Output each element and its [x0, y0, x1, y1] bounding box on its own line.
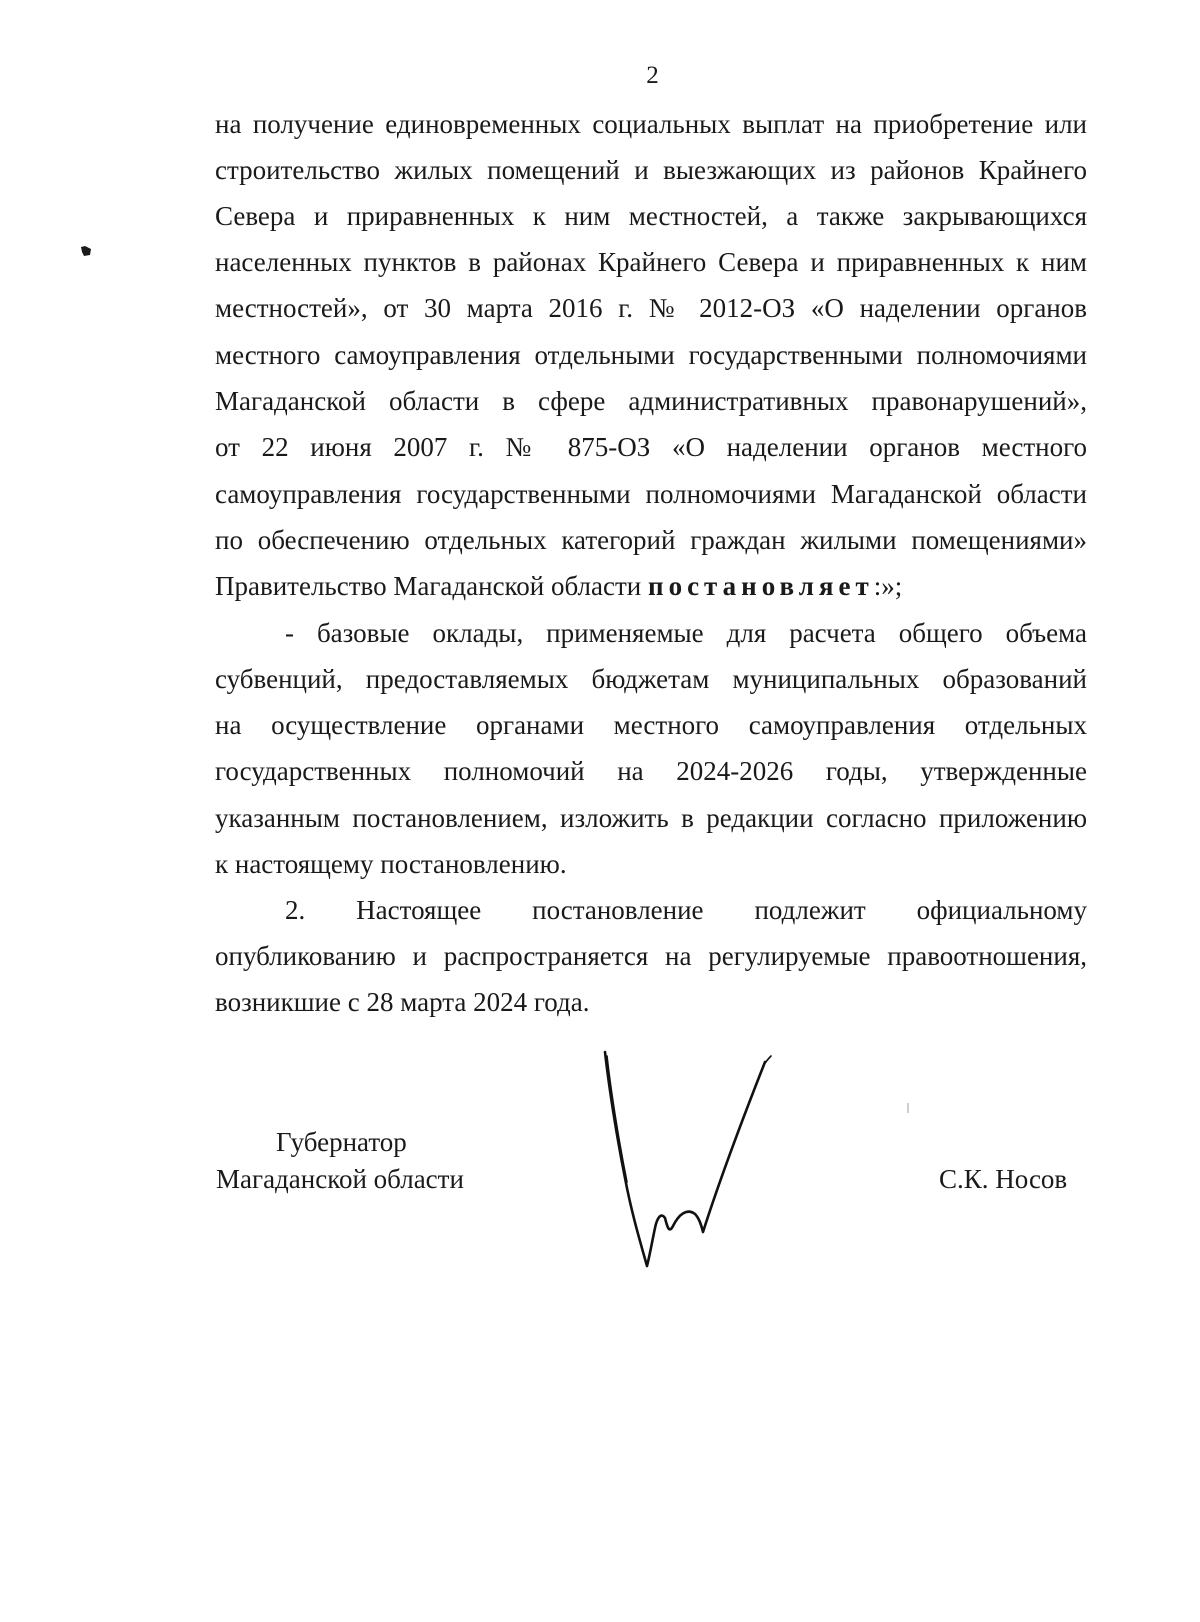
paragraph-1-line: Магаданской области в сфере административных правонарушений»,: [215, 386, 1087, 416]
resolves-line: [215, 570, 1087, 602]
resolves-suffix: :»;: [873, 571, 903, 601]
page-number: 2: [646, 62, 659, 89]
paragraph-1-line: населенных пунктов в районах Крайнего Севера и приравненных к ним: [215, 247, 1087, 277]
paragraph-2-line: на осуществление органами местного самоуправления отдельных: [215, 710, 1087, 740]
stray-ink-mark: [79, 244, 93, 258]
resolves-prefix: Правительство Магаданской области: [215, 571, 649, 601]
handwritten-signature: [595, 1048, 805, 1278]
paragraph-2-line: указанным постановлением, изложить в редакции согласно приложению: [215, 803, 1087, 833]
paragraph-3-line: возникшие с 28 марта 2024 года.: [215, 987, 590, 1017]
signatory-position-line-2: Магаданской области: [216, 1164, 464, 1194]
paragraph-2-line: субвенций, предоставляемых бюджетам муниципальных образований: [215, 664, 1087, 694]
paragraph-2-line: - базовые оклады, применяемые для расчета общего объема: [285, 618, 1087, 648]
paragraph-1-line: местностей», от 30 марта 2016 г. № 2012-ОЗ «О наделении органов: [215, 293, 1087, 323]
signatory-name: С.К. Носов: [939, 1164, 1068, 1194]
paragraph-1-line: по обеспечению отдельных категорий граждан жилыми помещениями»: [215, 525, 1087, 555]
signatory-position-line-1: Губернатор: [276, 1127, 407, 1157]
paragraph-1-line: самоуправления государственными полномочиями Магаданской области: [215, 479, 1087, 509]
resolves-verb: постановляет: [648, 571, 874, 601]
paragraph-1-line: строительство жилых помещений и выезжающих из районов Крайнего: [215, 155, 1087, 185]
faint-scan-mark: [907, 1103, 909, 1113]
paragraph-1-line: Севера и приравненных к ним местностей, а также закрывающихся: [215, 201, 1087, 231]
paragraph-3-line: опубликованию и распространяется на регулируемые правоотношения,: [215, 941, 1087, 971]
paragraph-2-line: к настоящему постановлению.: [215, 849, 567, 879]
paragraph-2-line: государственных полномочий на 2024-2026 годы, утвержденные: [215, 756, 1087, 786]
paragraph-1-line: от 22 июня 2007 г. № 875-ОЗ «О наделении органов местного: [215, 432, 1087, 462]
paragraph-1-line: на получение единовременных социальных выплат на приобретение или: [215, 109, 1087, 139]
paragraph-3-line: 2. Настоящее постановление подлежит официальному: [285, 895, 1087, 925]
paragraph-1-line: местного самоуправления отдельными государственными полномочиями: [215, 340, 1087, 370]
